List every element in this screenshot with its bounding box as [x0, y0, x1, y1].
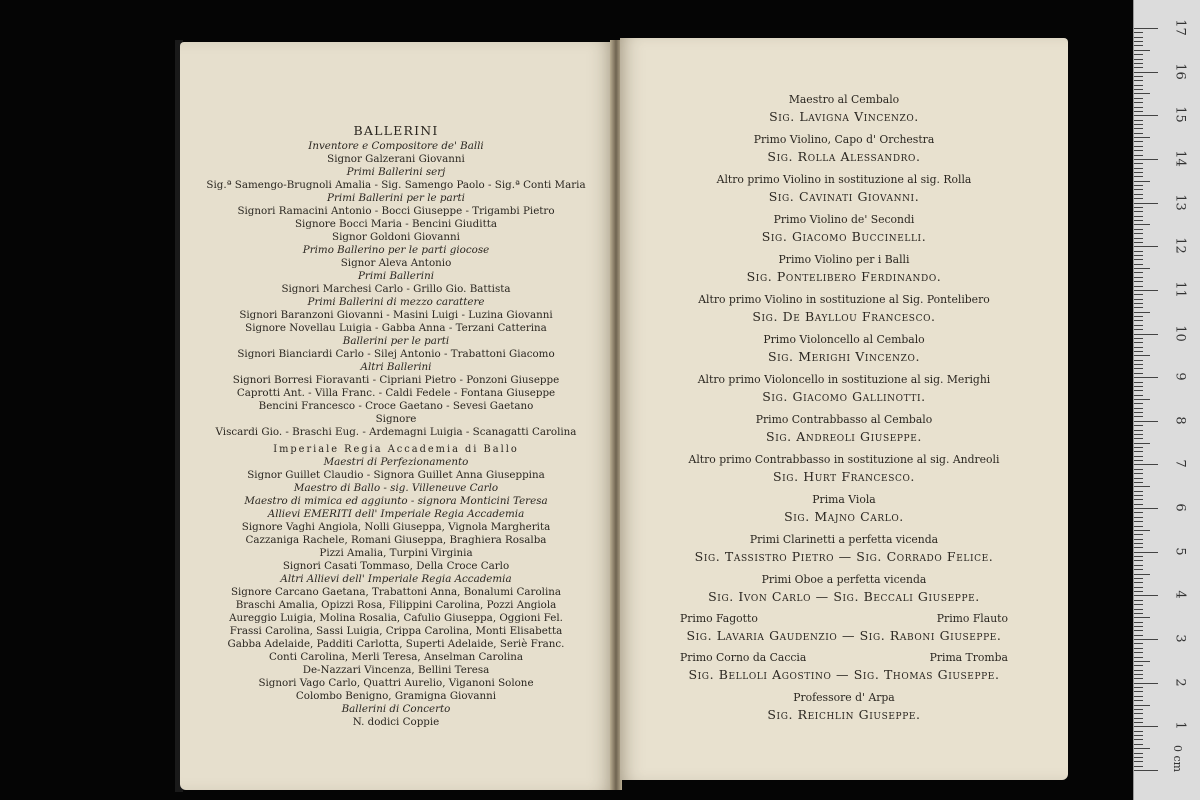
ruler-tick [1134, 718, 1143, 719]
ruler-tick [1134, 491, 1143, 492]
ruler-tick [1134, 587, 1143, 588]
ruler-tick [1134, 639, 1158, 640]
ruler-tick [1134, 434, 1143, 435]
ruler-tick [1134, 242, 1143, 243]
ruler-tick [1134, 207, 1143, 208]
ruler-tick [1134, 748, 1150, 749]
left-line: Primi Ballerini serj [346, 166, 446, 178]
ruler-tick [1134, 722, 1143, 723]
role-label: Primi Oboe a perfetta vicenda [761, 573, 927, 586]
role-label: Altro primo Violino in sostituzione al Sig. Pontelibero [698, 293, 990, 306]
ruler-tick [1134, 403, 1143, 404]
ruler-tick [1134, 120, 1143, 121]
ruler-tick [1134, 595, 1158, 596]
ruler-tick [1134, 189, 1143, 190]
ruler-tick [1134, 591, 1143, 592]
page-heading: BALLERINI [353, 123, 439, 138]
ruler-tick [1134, 268, 1150, 269]
ruler-tick [1134, 399, 1150, 400]
ruler-tick [1134, 325, 1143, 326]
ruler-tick [1134, 456, 1143, 457]
ruler-tick [1134, 329, 1143, 330]
ruler-tick [1134, 382, 1143, 383]
left-line: Caprotti Ant. - Villa Franc. - Caldi Fedele - Fontana Giuseppe [236, 387, 556, 399]
role-label: Primo Corno da Caccia [680, 651, 807, 664]
ruler-tick [1134, 41, 1143, 42]
ruler-number: 1 [1172, 721, 1188, 730]
ruler-tick [1134, 705, 1150, 706]
ruler-tick [1134, 377, 1158, 378]
left-line: Signore Bocci Maria - Bencini Giuditta [295, 218, 497, 230]
ruler-tick [1134, 281, 1143, 282]
ruler-tick [1134, 613, 1143, 614]
ruler-tick [1134, 421, 1158, 422]
ruler-tick [1134, 67, 1143, 68]
ruler-tick [1134, 504, 1143, 505]
ruler-tick [1134, 185, 1143, 186]
ruler-tick [1134, 211, 1143, 212]
ruler-tick [1134, 451, 1143, 452]
ruler-number: 12 [1172, 237, 1188, 254]
ruler-tick [1134, 766, 1143, 767]
ruler-tick [1134, 735, 1143, 736]
left-line: Braschi Amalia, Opizzi Rosa, Filippini Carolina, Pozzi Angiola [235, 599, 557, 611]
left-line: Primi Ballerini di mezzo carattere [307, 296, 485, 308]
left-line: Maestro di mimica ed aggiunto - signora Monticini Teresa [244, 495, 548, 507]
ruler-tick [1134, 355, 1150, 356]
ruler-tick [1134, 251, 1143, 252]
ruler-tick [1134, 229, 1143, 230]
left-line: Imperiale Regia Accademia di Ballo [273, 444, 519, 455]
right-page [620, 38, 1068, 780]
ruler-tick [1134, 731, 1143, 732]
musician-name: Sig. Andreoli Giuseppe. [766, 429, 922, 444]
ruler-tick [1134, 416, 1143, 417]
role-label: Primo Fagotto [680, 612, 758, 625]
ruler-tick [1134, 133, 1143, 134]
ruler-tick [1134, 176, 1143, 177]
ruler-tick [1134, 678, 1143, 679]
ruler-tick [1134, 670, 1143, 671]
ruler-tick [1134, 709, 1143, 710]
ruler-tick [1134, 726, 1158, 727]
ruler-tick [1134, 482, 1143, 483]
ruler-tick [1134, 368, 1143, 369]
left-line: Viscardi Gio. - Braschi Eug. - Ardemagni Luigia - Scanagatti Carolina [215, 426, 577, 438]
ruler-tick [1134, 609, 1143, 610]
ruler-tick [1134, 307, 1143, 308]
role-pair [620, 649, 1068, 666]
ruler-tick [1134, 486, 1150, 487]
ruler-tick [1134, 198, 1143, 199]
ruler-tick [1134, 351, 1143, 352]
left-line: N. dodici Coppie [352, 716, 440, 728]
role-label: Primo Violino de' Secondi [773, 213, 915, 226]
ruler-tick [1134, 478, 1143, 479]
role-label: Altro primo Violino in sostituzione al sig. Rolla [716, 173, 972, 186]
ruler-tick [1134, 373, 1143, 374]
ruler-tick [1134, 124, 1143, 125]
ruler-tick [1134, 32, 1143, 33]
ruler-tick [1134, 574, 1150, 575]
ruler-tick [1134, 93, 1150, 94]
left-line: Maestri di Perfezionamento [323, 456, 469, 468]
ruler-tick [1134, 556, 1143, 557]
musician-name: Sig. Pontelibero Ferdinando. [746, 269, 942, 284]
ruler-tick [1134, 76, 1143, 77]
left-line: Signor Goldoni Giovanni [332, 231, 460, 243]
ruler-tick [1134, 255, 1143, 256]
ruler-tick [1134, 115, 1158, 116]
ruler-tick [1134, 316, 1143, 317]
ruler-tick [1134, 665, 1143, 666]
ruler-tick [1134, 128, 1143, 129]
ruler-tick [1134, 443, 1150, 444]
ruler-number: 10 [1172, 324, 1188, 342]
ruler-number: 7 [1172, 459, 1188, 469]
ruler-tick [1134, 447, 1143, 448]
ruler-number: 13 [1172, 193, 1188, 211]
ruler-tick [1134, 661, 1150, 662]
musician-name: Sig. Ivon Carlo — Sig. Beccali Giuseppe. [708, 589, 980, 604]
ruler-tick [1134, 635, 1143, 636]
role-pair [620, 610, 1068, 627]
left-page [180, 42, 612, 790]
musician-name: Sig. Giacomo Buccinelli. [761, 229, 927, 244]
role-label: Primo Violino per i Balli [778, 253, 910, 266]
ruler-tick [1134, 473, 1143, 474]
ruler-tick [1134, 643, 1143, 644]
left-line: Signor Galzerani Giovanni [327, 153, 465, 165]
ruler-tick [1134, 674, 1143, 675]
left-line: Signor Guillet Claudio - Signora Guillet Anna Giuseppina [247, 469, 545, 481]
ruler-tick [1134, 499, 1143, 500]
ruler-tick [1134, 238, 1143, 239]
ruler-tick [1134, 54, 1143, 55]
ruler-tick [1134, 460, 1143, 461]
ruler-tick [1134, 526, 1143, 527]
ruler-tick [1134, 98, 1143, 99]
ruler-tick [1134, 534, 1143, 535]
role-label: Prima Viola [812, 493, 876, 506]
ruler-tick [1134, 390, 1143, 391]
left-line: Signori Marchesi Carlo - Grillo Gio. Battista [281, 283, 511, 295]
ruler-tick [1134, 626, 1143, 627]
ruler-tick [1134, 753, 1143, 754]
ruler-tick [1134, 347, 1143, 348]
ruler-tick [1134, 181, 1150, 182]
ruler-tick [1134, 163, 1143, 164]
ruler-tick [1134, 600, 1143, 601]
ruler-tick [1134, 761, 1143, 762]
left-line: Frassi Carolina, Sassi Luigia, Crippa Carolina, Monti Elisabetta [229, 625, 563, 637]
ruler-tick [1134, 438, 1143, 439]
role-label: Primo Violoncello al Cembalo [763, 333, 925, 346]
ruler-tick [1134, 342, 1143, 343]
ruler-tick [1134, 508, 1158, 509]
ruler-tick [1134, 657, 1143, 658]
ruler-tick [1134, 425, 1143, 426]
ruler-number: 16 [1172, 62, 1188, 80]
musician-name: Sig. De Bayllou Francesco. [752, 309, 936, 324]
musician-name: Sig. Giacomo Gallinotti. [762, 389, 926, 404]
role-label: Altro primo Violoncello in sostituzione al sig. Merighi [697, 373, 991, 386]
ruler-tick [1134, 224, 1150, 225]
ruler-tick [1134, 464, 1158, 465]
ruler-tick [1134, 757, 1143, 758]
ruler-number: 14 [1172, 150, 1188, 167]
ruler-tick [1134, 469, 1143, 470]
ruler-tick [1134, 744, 1143, 745]
ruler-tick [1134, 521, 1143, 522]
left-line: Signori Bianciardi Carlo - Silej Antonio - Trabattoni Giacomo [237, 348, 555, 360]
left-line: Inventore e Compositore de' Balli [308, 140, 484, 152]
role-label: Primi Clarinetti a perfetta vicenda [749, 533, 939, 546]
ruler-tick [1134, 412, 1143, 413]
ruler-tick [1134, 652, 1143, 653]
ruler-tick [1134, 80, 1143, 81]
role-label: Prima Tromba [929, 651, 1008, 664]
ruler-tick [1134, 360, 1143, 361]
ruler-number: 6 [1172, 503, 1188, 512]
ruler-tick [1134, 299, 1143, 300]
left-line: Signori Casati Tommaso, Della Croce Carlo [282, 560, 510, 572]
ruler-tick [1134, 216, 1143, 217]
ruler-tick [1134, 155, 1143, 156]
ruler-tick [1134, 334, 1158, 335]
ruler-tick [1134, 578, 1143, 579]
left-line: Signori Baranzoni Giovanni - Masini Luigi - Luzina Giovanni [239, 309, 553, 321]
left-line: Signori Vago Carlo, Quattri Aurelio, Viganoni Solone [258, 677, 534, 689]
left-line: Cazzaniga Rachele, Romani Giuseppa, Braghiera Rosalba [245, 534, 547, 546]
role-label: Altro primo Contrabbasso in sostituzione al sig. Andreoli [688, 453, 1000, 466]
left-line: Allievi EMERITI dell' Imperiale Regia Accademia [267, 508, 525, 520]
right-page-text [620, 86, 1068, 724]
ruler-number: 8 [1172, 416, 1188, 425]
ruler-tick [1134, 569, 1143, 570]
ruler-tick [1134, 286, 1143, 287]
ruler-tick [1134, 565, 1143, 566]
musician-name: Sig. Reichlin Giuseppe. [767, 707, 921, 722]
ruler-tick [1134, 159, 1158, 160]
ruler-tick [1134, 264, 1143, 265]
ruler-tick [1134, 696, 1143, 697]
ruler-tick [1134, 739, 1143, 740]
ruler-tick [1134, 45, 1143, 46]
ruler-number: 3 [1172, 634, 1188, 643]
ruler-tick [1134, 85, 1143, 86]
ruler-tick [1134, 220, 1143, 221]
ruler-number: 11 [1172, 281, 1188, 298]
role-label: Primo Violino, Capo d' Orchestra [753, 133, 935, 146]
ruler-tick [1134, 648, 1143, 649]
musician-name: Sig. Lavaria Gaudenzio — Sig. Raboni Giuseppe. [686, 628, 1002, 643]
ruler-tick [1134, 622, 1143, 623]
ruler-tick [1134, 37, 1143, 38]
role-label: Professore d' Arpa [793, 691, 895, 704]
ruler-tick [1134, 408, 1143, 409]
ruler-number: 2 [1172, 678, 1188, 687]
left-line: Signori Borresi Fioravanti - Cipriani Pietro - Ponzoni Giuseppe [232, 374, 560, 386]
ruler-tick [1134, 386, 1143, 387]
left-line: Ballerini di Concerto [341, 703, 451, 715]
left-page-text [180, 124, 612, 729]
measuring-ruler [1133, 0, 1200, 800]
left-line: Conti Carolina, Merli Teresa, Anselman Carolina [268, 651, 524, 663]
ruler-tick [1134, 146, 1143, 147]
ruler-tick [1134, 294, 1143, 295]
ruler-tick [1134, 364, 1143, 365]
ruler-tick [1134, 102, 1143, 103]
ruler-tick [1134, 272, 1143, 273]
ruler-number: 17 [1172, 19, 1188, 36]
musician-name: Sig. Tassistro Pietro — Sig. Corrado Felice. [694, 549, 994, 564]
left-line: Signore Novellau Luigia - Gabba Anna - Terzani Catterina [245, 322, 547, 334]
left-line: Primo Ballerino per le parti giocose [302, 244, 490, 256]
left-line: Bencini Francesco - Croce Gaetano - Sevesi Gaetano [258, 400, 534, 412]
left-line: Altri Ballerini [360, 361, 432, 373]
ruler-tick [1134, 560, 1143, 561]
ruler-tick [1134, 604, 1143, 605]
ruler-tick [1134, 111, 1143, 112]
left-line: Pizzi Amalia, Turpini Virginia [319, 547, 473, 559]
ruler-unit: 0 cm [1171, 744, 1185, 773]
ruler-tick [1134, 395, 1143, 396]
ruler-tick [1134, 89, 1143, 90]
ruler-tick [1134, 338, 1143, 339]
left-line: Sig.ª Samengo-Brugnoli Amalia - Sig. Samengo Paolo - Sig.ª Conti Maria [206, 179, 586, 191]
left-line: Gabba Adelaide, Padditi Carlotta, Superti Adelaide, Seriè Franc. [227, 638, 565, 650]
ruler-tick [1134, 303, 1143, 304]
ruler-tick [1134, 28, 1158, 29]
left-line: Ballerini per le parti [342, 335, 450, 347]
ruler-tick [1134, 312, 1150, 313]
musician-name: Sig. Merighi Vincenzo. [767, 349, 921, 364]
musician-name: Sig. Rolla Alessandro. [767, 149, 921, 164]
ruler-tick [1134, 713, 1143, 714]
left-line: Aureggio Luigia, Molina Rosalia, Cafulio Giuseppa, Oggioni Fel. [229, 612, 563, 624]
ruler-tick [1134, 582, 1143, 583]
left-line: Primi Ballerini [358, 270, 434, 282]
ruler-tick [1134, 194, 1143, 195]
ruler-tick [1134, 277, 1143, 278]
ruler-tick [1134, 141, 1143, 142]
ruler-tick [1134, 172, 1143, 173]
ruler-tick [1134, 530, 1150, 531]
ruler-tick [1134, 246, 1158, 247]
left-line: Signore Vaghi Angiola, Nolli Giuseppa, Vignola Margherita [241, 521, 551, 533]
left-line: Altri Allievi dell' Imperiale Regia Accademia [280, 573, 512, 585]
left-line: Signore Carcano Gaetana, Trabattoni Anna, Bonalumi Carolina [230, 586, 562, 598]
musician-name: Sig. Majno Carlo. [784, 509, 904, 524]
ruler-number: 15 [1172, 106, 1188, 124]
left-line: Signori Ramacini Antonio - Bocci Giuseppe - Trigambi Pietro [237, 205, 555, 217]
ruler-tick [1134, 150, 1143, 151]
left-line: Signor Aleva Antonio [340, 257, 452, 269]
musician-name: Sig. Belloli Agostino — Sig. Thomas Giuseppe. [688, 667, 1000, 682]
ruler-tick [1134, 630, 1143, 631]
ruler-number: 5 [1172, 547, 1188, 556]
ruler-tick [1134, 512, 1143, 513]
left-line: Primi Ballerini per le parti [327, 192, 465, 204]
ruler-tick [1134, 687, 1143, 688]
ruler-tick [1134, 700, 1143, 701]
ruler-tick [1134, 107, 1143, 108]
left-line: Signore [375, 413, 417, 425]
ruler-tick [1134, 430, 1143, 431]
ruler-tick [1134, 320, 1143, 321]
ruler-tick [1134, 691, 1143, 692]
ruler-tick [1134, 290, 1158, 291]
ruler-tick [1134, 59, 1143, 60]
role-label: Maestro al Cembalo [788, 93, 900, 106]
left-line: De-Nazzari Vincenza, Bellini Teresa [302, 664, 490, 676]
ruler-tick [1134, 168, 1143, 169]
ruler-tick [1134, 552, 1158, 553]
musician-name: Sig. Hurt Francesco. [772, 469, 916, 484]
ruler-tick [1134, 517, 1143, 518]
ruler-tick [1134, 137, 1150, 138]
ruler-tick [1134, 203, 1158, 204]
role-label: Primo Flauto [936, 612, 1008, 625]
musician-name: Sig. Lavigna Vincenzo. [769, 109, 919, 124]
ruler-tick [1134, 683, 1158, 684]
ruler-tick [1134, 63, 1143, 64]
ruler-number: 9 [1172, 372, 1188, 381]
ruler-tick [1134, 72, 1158, 73]
ruler-tick [1134, 50, 1150, 51]
ruler-tick [1134, 495, 1143, 496]
ruler-tick [1134, 539, 1143, 540]
ruler-tick [1134, 233, 1143, 234]
ruler-tick [1134, 259, 1143, 260]
ruler-tick [1134, 547, 1143, 548]
ruler-number: 4 [1172, 590, 1188, 600]
left-line: Colombo Benigno, Gramigna Giovanni [295, 690, 497, 702]
ruler-tick [1134, 543, 1143, 544]
ruler-tick [1134, 770, 1158, 771]
musician-name: Sig. Cavinati Giovanni. [768, 189, 920, 204]
role-label: Primo Contrabbasso al Cembalo [755, 413, 933, 426]
left-line: Maestro di Ballo - sig. Villeneuve Carlo [293, 482, 499, 494]
ruler-tick [1134, 617, 1150, 618]
